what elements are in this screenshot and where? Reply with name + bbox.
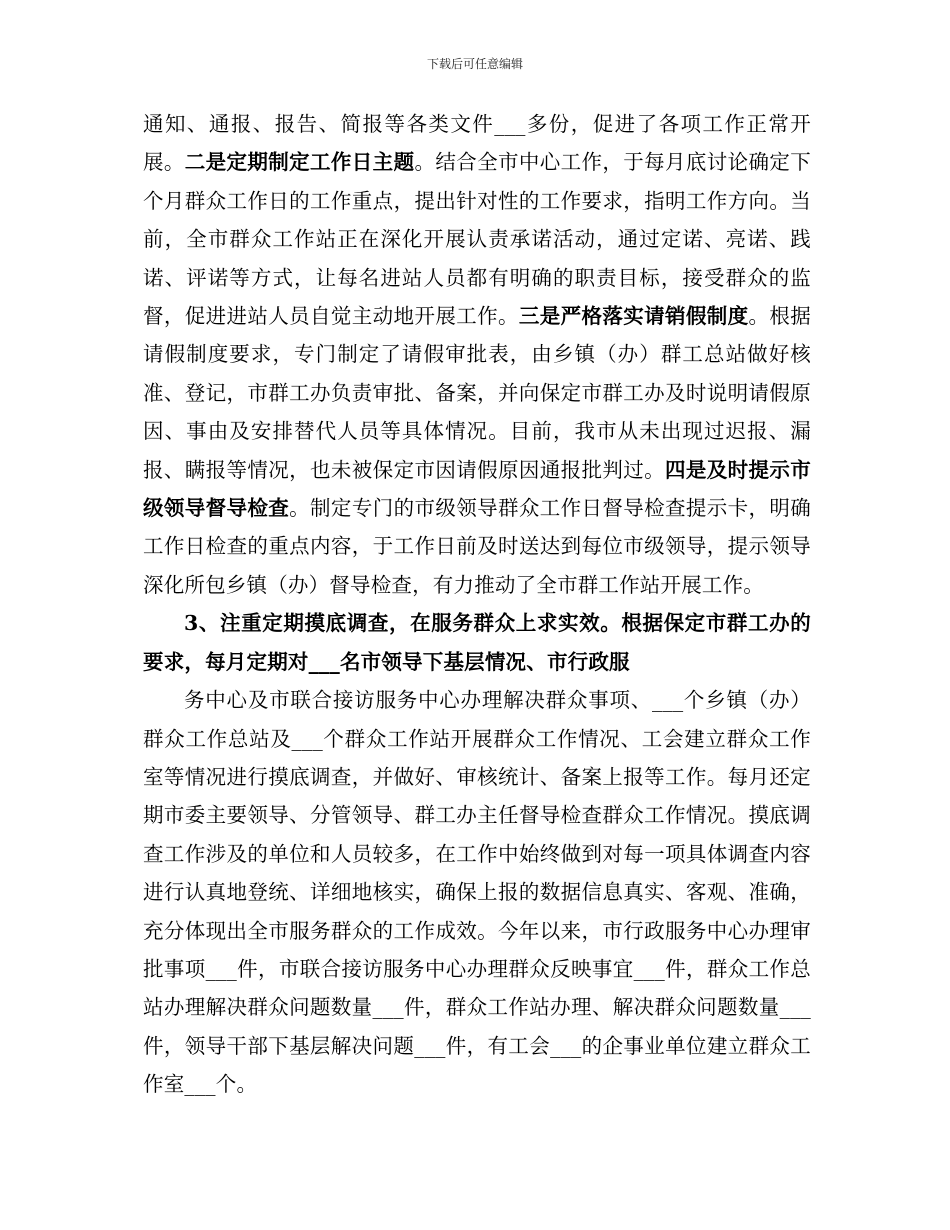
paragraph-1-heading-four: 四是及时提示市级领导督导检查 — [143, 457, 811, 521]
paragraph-3: 务中心及市联合接访服务中心办理解决群众事项、___个乡镇（办）群众工作总站及___个群众工作站开展群众工作情况、工会建立群众工作室等情况进行摸底调查，并做好、审核统计、备案上报等工作。每月还定期市委主要领导、分管领导、群工办主任督导检查群众工作情况。摸底调查工作涉及的单位和人员较多，在工作中始终做到对每一项具体调查内容进行认真地登统、详细地核实，确保上报的数据信息真实、客观、准确，充分体现出全市服务群众的工作成效。今年以来，市行政服务中心办理审批事项___件，市联合接访服务中心办理群众反映事宜___件，群众工作总站办理解决群众问题数量___件，群众工作站办理、解决群众问题数量___件，领导干部下基层解决问题___件，有工会___的企事业单位建立群众工作室___个。 — [143, 688, 811, 1097]
paragraph-2-section-heading: 3、注重定期摸底调查，在服务群众上求实效。根据保定市群工办的要求，每月定期对___名市领导下基层情况、市行政服 — [143, 611, 811, 674]
paragraph-1-heading-three: 三是严格落实请销假制度 — [518, 304, 749, 329]
paragraph-1-text-a: 通知、通报、报告、简报等各类文件___多份，促进了各项工作正常开展。 — [143, 112, 811, 175]
page-header: 下载后可任意编辑 — [426, 57, 523, 71]
document-body — [143, 105, 811, 1104]
paragraph-1-text-d: 。制定专门的市级领导群众工作日督导检查提示卡，明确工作日检查的重点内容，于工作日前及时送达到每位市级领导，提示领导深化所包乡镇（办）督导检查，有力推动了全市群工作站开展工作。 — [143, 496, 812, 597]
paragraph-1-text-c: 。根据请假制度要求，专门制定了请假审批表，由乡镇（办）群工总站做好核准、登记，市群工办负责审批、备案，并向保定市群工办及时说明请假原因、事由及安排替代人员等具体情况。目前，我市从未出现过迟报、漏报、瞒报等情况，也未被保定市因请假原因通报批判过。 — [143, 304, 811, 482]
paragraph-1-heading-two: 二是定期制定工作日主题 — [184, 150, 415, 175]
paragraph-1 — [143, 105, 811, 604]
paragraph-1-text-b: 。结合全市中心工作，于每月底讨论确定下个月群众工作日的工作重点，提出针对性的工作要求，指明工作方向。当前，全市群众工作站正在深化开展认责承诺活动，通过定诺、亮诺、践诺、评诺等方式，让每名进站人员都有明确的职责目标，接受群众的监督，促进进站人员自觉主动地开展工作。 — [143, 150, 811, 329]
